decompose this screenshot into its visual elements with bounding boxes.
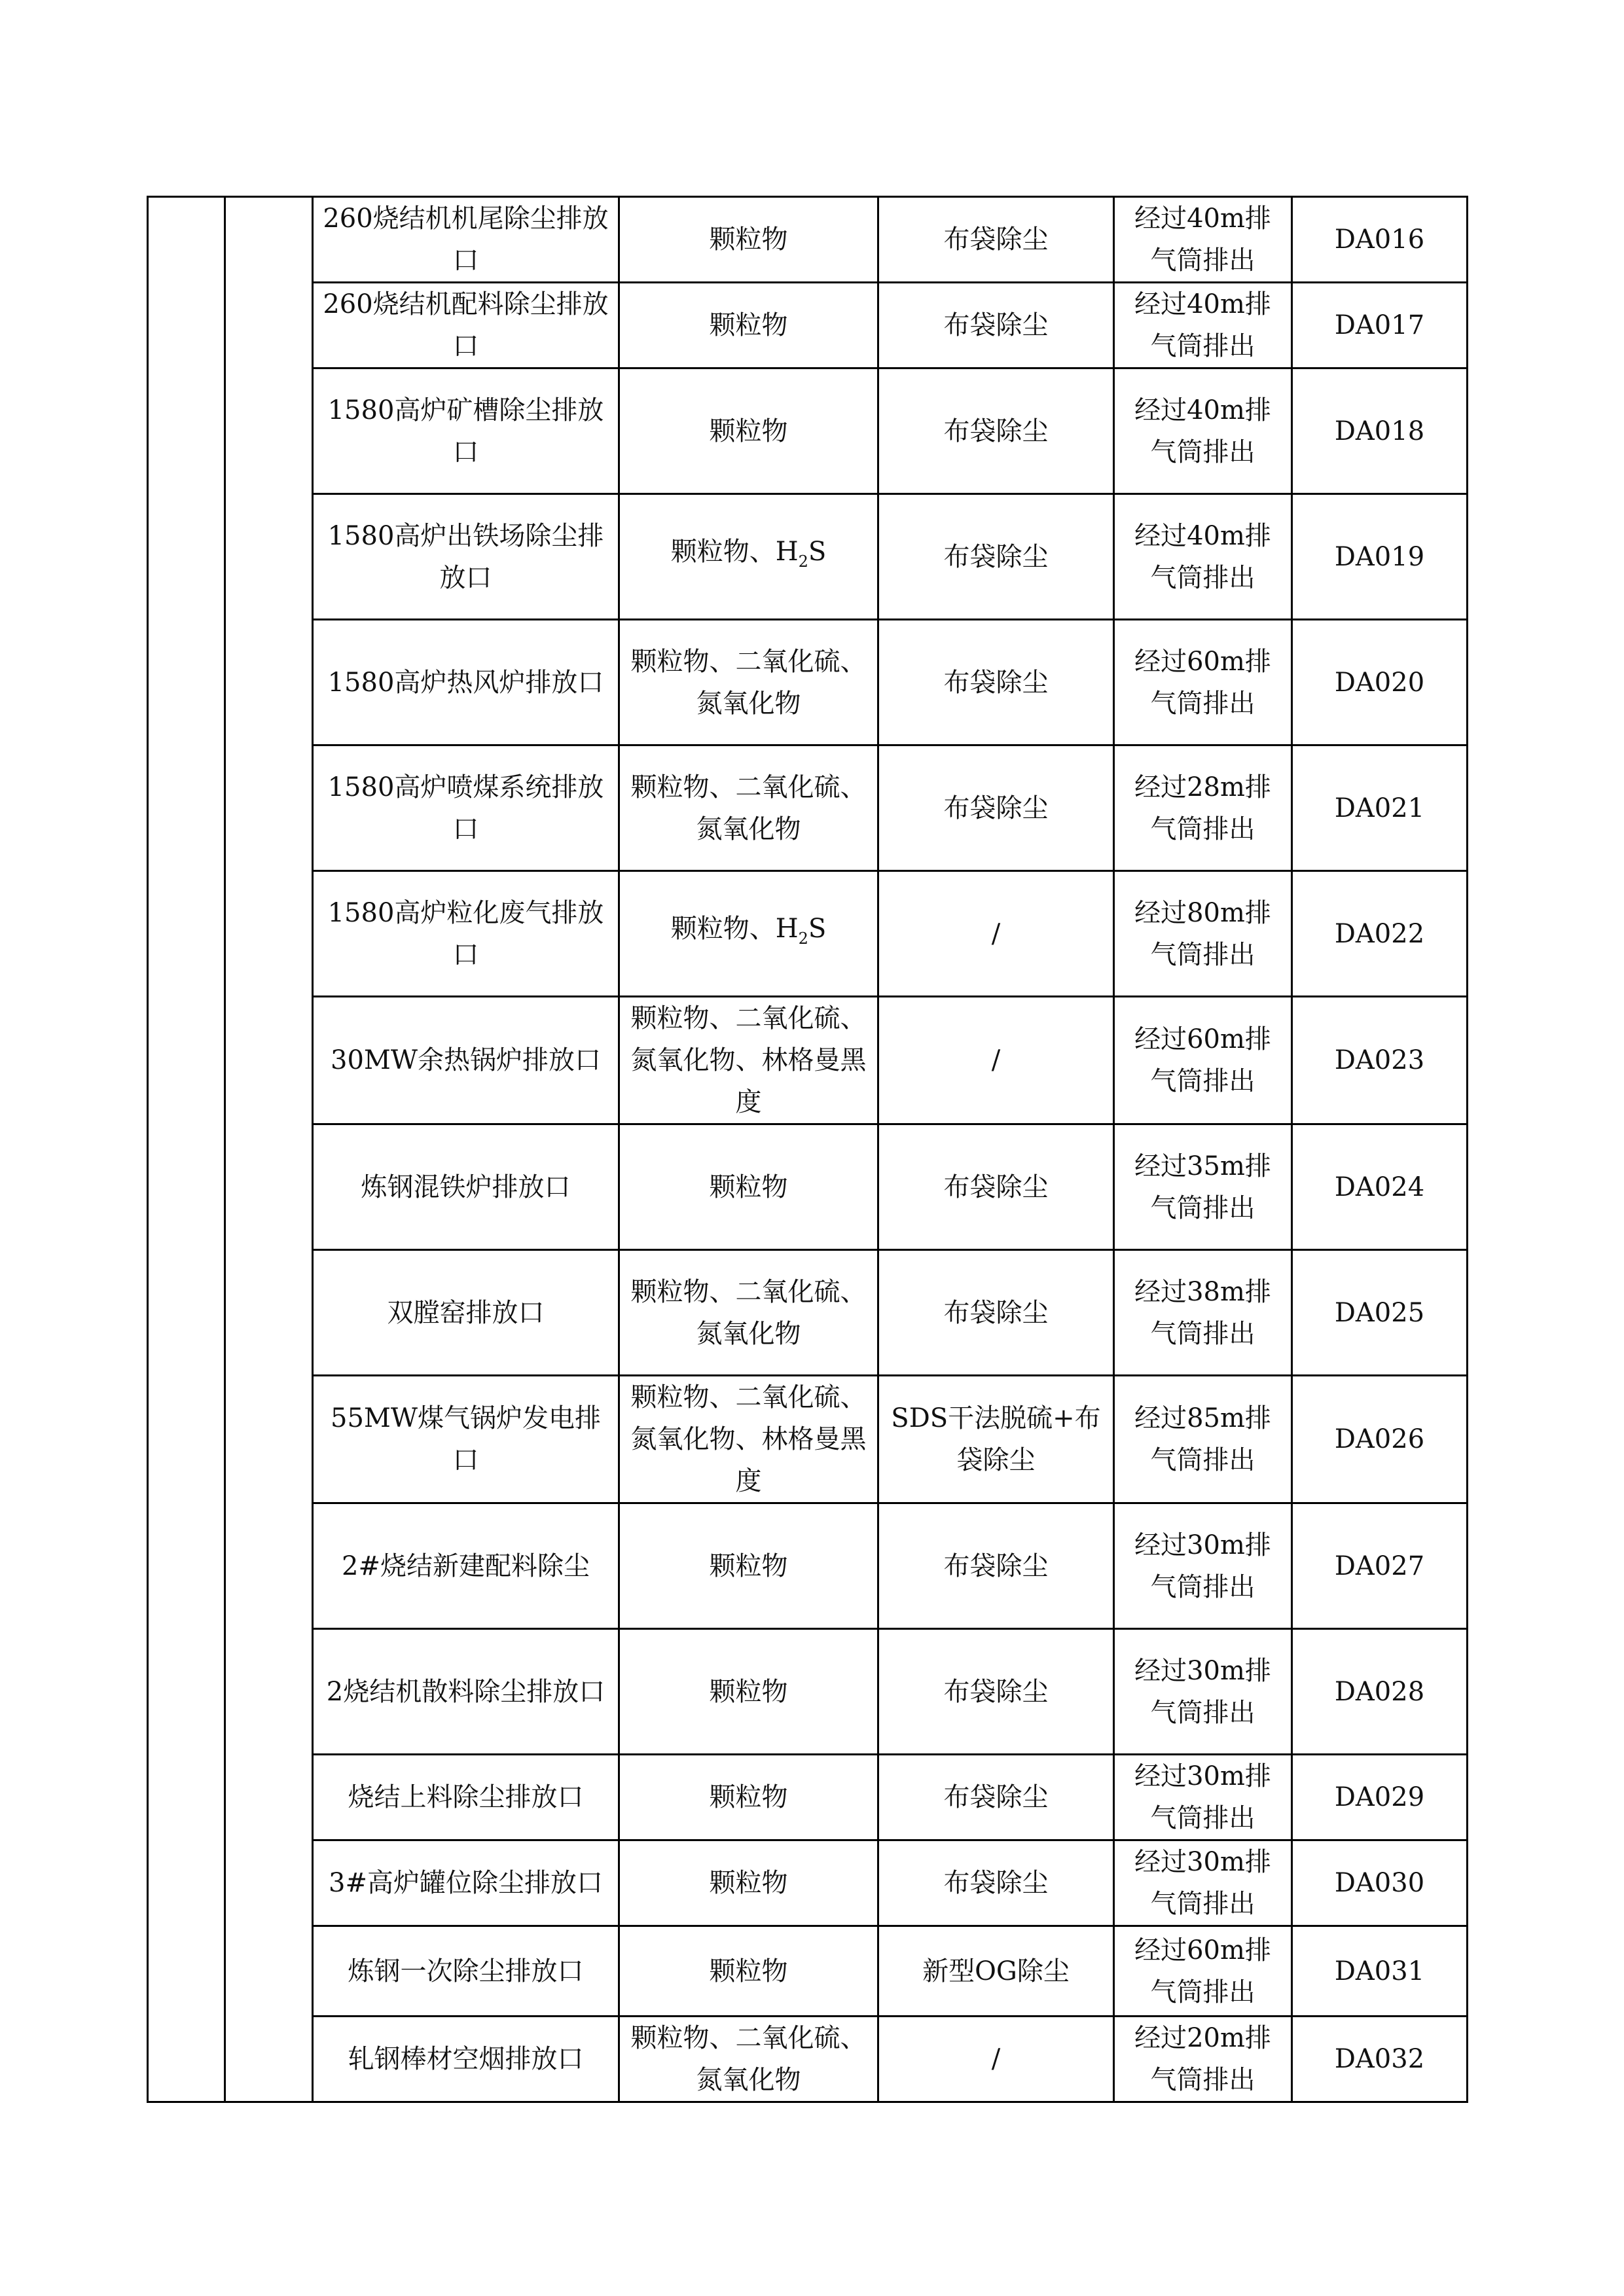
subcategory-cell [225, 197, 313, 2102]
pollutant-cell: 颗粒物、二氧化硫、氮氧化物、林格曼黑度 [619, 1376, 878, 1503]
outlet-code-cell: DA017 [1292, 283, 1468, 368]
discharge-method-cell: 经过60m排气筒排出 [1114, 1926, 1292, 2017]
discharge-method-cell: 经过40m排气筒排出 [1114, 197, 1292, 283]
treatment-cell: / [878, 997, 1114, 1124]
pollutant-cell: 颗粒物、$H_2S$ [619, 494, 878, 620]
table-row [148, 283, 1468, 368]
emission-outlet-table [147, 196, 1468, 2103]
discharge-method-cell: 经过20m排气筒排出 [1114, 2017, 1292, 2102]
discharge-method-cell: 经过30m排气筒排出 [1114, 1629, 1292, 1755]
table-row [148, 368, 1468, 494]
table-row [148, 620, 1468, 745]
outlet-name-cell: 55MW煤气锅炉发电排口 [313, 1376, 619, 1503]
treatment-cell: 布袋除尘 [878, 620, 1114, 745]
discharge-method-cell: 经过28m排气筒排出 [1114, 745, 1292, 871]
treatment-cell: 布袋除尘 [878, 283, 1114, 368]
treatment-cell: 布袋除尘 [878, 368, 1114, 494]
discharge-method-cell: 经过40m排气筒排出 [1114, 368, 1292, 494]
table-body [148, 197, 1468, 2102]
pollutant-cell: 颗粒物 [619, 1124, 878, 1250]
outlet-code-cell: DA026 [1292, 1376, 1468, 1503]
outlet-code-cell: DA024 [1292, 1124, 1468, 1250]
outlet-code-cell: DA031 [1292, 1926, 1468, 2017]
discharge-method-cell: 经过30m排气筒排出 [1114, 1755, 1292, 1840]
outlet-name-cell: 烧结上料除尘排放口 [313, 1755, 619, 1840]
outlet-code-cell: DA016 [1292, 197, 1468, 283]
outlet-code-cell: DA030 [1292, 1840, 1468, 1926]
outlet-code-cell: DA023 [1292, 997, 1468, 1124]
treatment-cell: / [878, 871, 1114, 997]
outlet-name-cell: 1580高炉矿槽除尘排放口 [313, 368, 619, 494]
treatment-cell: 布袋除尘 [878, 1755, 1114, 1840]
table-row [148, 1124, 1468, 1250]
pollutant-cell: 颗粒物 [619, 1755, 878, 1840]
treatment-cell: 布袋除尘 [878, 494, 1114, 620]
pollutant-cell: 颗粒物、二氧化硫、氮氧化物 [619, 745, 878, 871]
outlet-code-cell: DA025 [1292, 1250, 1468, 1376]
pollutant-cell: 颗粒物 [619, 197, 878, 283]
pollutant-cell: 颗粒物、二氧化硫、氮氧化物 [619, 2017, 878, 2102]
outlet-name-cell: 260烧结机配料除尘排放口 [313, 283, 619, 368]
pollutant-cell: 颗粒物 [619, 283, 878, 368]
outlet-code-cell: DA018 [1292, 368, 1468, 494]
table-row [148, 1840, 1468, 1926]
pollutant-cell: 颗粒物、$H_2S$ [619, 871, 878, 997]
outlet-code-cell: DA022 [1292, 871, 1468, 997]
discharge-method-cell: 经过40m排气筒排出 [1114, 283, 1292, 368]
table-row [148, 1755, 1468, 1840]
outlet-name-cell: 1580高炉出铁场除尘排放口 [313, 494, 619, 620]
treatment-cell: 新型OG除尘 [878, 1926, 1114, 2017]
pollutant-cell: 颗粒物 [619, 1926, 878, 2017]
pollutant-cell: 颗粒物、二氧化硫、氮氧化物 [619, 620, 878, 745]
discharge-method-cell: 经过30m排气筒排出 [1114, 1840, 1292, 1926]
table-row [148, 494, 1468, 620]
discharge-method-cell: 经过60m排气筒排出 [1114, 997, 1292, 1124]
pollutant-cell: 颗粒物 [619, 1629, 878, 1755]
discharge-method-cell: 经过30m排气筒排出 [1114, 1503, 1292, 1629]
discharge-method-cell: 经过80m排气筒排出 [1114, 871, 1292, 997]
pollutant-cell: 颗粒物 [619, 1840, 878, 1926]
table-row [148, 1503, 1468, 1629]
table-row [148, 871, 1468, 997]
outlet-name-cell: 轧钢棒材空烟排放口 [313, 2017, 619, 2102]
table-row [148, 1629, 1468, 1755]
outlet-code-cell: DA019 [1292, 494, 1468, 620]
discharge-method-cell: 经过38m排气筒排出 [1114, 1250, 1292, 1376]
table-row [148, 745, 1468, 871]
outlet-code-cell: DA029 [1292, 1755, 1468, 1840]
outlet-name-cell: 炼钢一次除尘排放口 [313, 1926, 619, 2017]
outlet-name-cell: 双膛窑排放口 [313, 1250, 619, 1376]
pollutant-cell: 颗粒物、二氧化硫、氮氧化物、林格曼黑度 [619, 997, 878, 1124]
outlet-name-cell: 3#高炉罐位除尘排放口 [313, 1840, 619, 1926]
outlet-name-cell: 2#烧结新建配料除尘 [313, 1503, 619, 1629]
discharge-method-cell: 经过35m排气筒排出 [1114, 1124, 1292, 1250]
outlet-name-cell: 260烧结机机尾除尘排放口 [313, 197, 619, 283]
treatment-cell: SDS干法脱硫+布袋除尘 [878, 1376, 1114, 1503]
category-cell [148, 197, 225, 2102]
treatment-cell: 布袋除尘 [878, 745, 1114, 871]
outlet-code-cell: DA021 [1292, 745, 1468, 871]
outlet-name-cell: 1580高炉喷煤系统排放口 [313, 745, 619, 871]
outlet-code-cell: DA032 [1292, 2017, 1468, 2102]
outlet-code-cell: DA028 [1292, 1629, 1468, 1755]
treatment-cell: 布袋除尘 [878, 197, 1114, 283]
discharge-method-cell: 经过40m排气筒排出 [1114, 494, 1292, 620]
treatment-cell: 布袋除尘 [878, 1840, 1114, 1926]
table-row [148, 1926, 1468, 2017]
outlet-name-cell: 1580高炉粒化废气排放口 [313, 871, 619, 997]
table-row [148, 1250, 1468, 1376]
outlet-name-cell: 炼钢混铁炉排放口 [313, 1124, 619, 1250]
table-row [148, 997, 1468, 1124]
treatment-cell: 布袋除尘 [878, 1629, 1114, 1755]
table-row [148, 197, 1468, 283]
outlet-name-cell: 30MW余热锅炉排放口 [313, 997, 619, 1124]
treatment-cell: 布袋除尘 [878, 1250, 1114, 1376]
pollutant-cell: 颗粒物 [619, 368, 878, 494]
outlet-code-cell: DA027 [1292, 1503, 1468, 1629]
treatment-cell: 布袋除尘 [878, 1503, 1114, 1629]
discharge-method-cell: 经过85m排气筒排出 [1114, 1376, 1292, 1503]
pollutant-cell: 颗粒物 [619, 1503, 878, 1629]
table-row [148, 1376, 1468, 1503]
treatment-cell: / [878, 2017, 1114, 2102]
outlet-name-cell: 1580高炉热风炉排放口 [313, 620, 619, 745]
outlet-name-cell: 2烧结机散料除尘排放口 [313, 1629, 619, 1755]
discharge-method-cell: 经过60m排气筒排出 [1114, 620, 1292, 745]
outlet-code-cell: DA020 [1292, 620, 1468, 745]
treatment-cell: 布袋除尘 [878, 1124, 1114, 1250]
table-row [148, 2017, 1468, 2102]
pollutant-cell: 颗粒物、二氧化硫、氮氧化物 [619, 1250, 878, 1376]
